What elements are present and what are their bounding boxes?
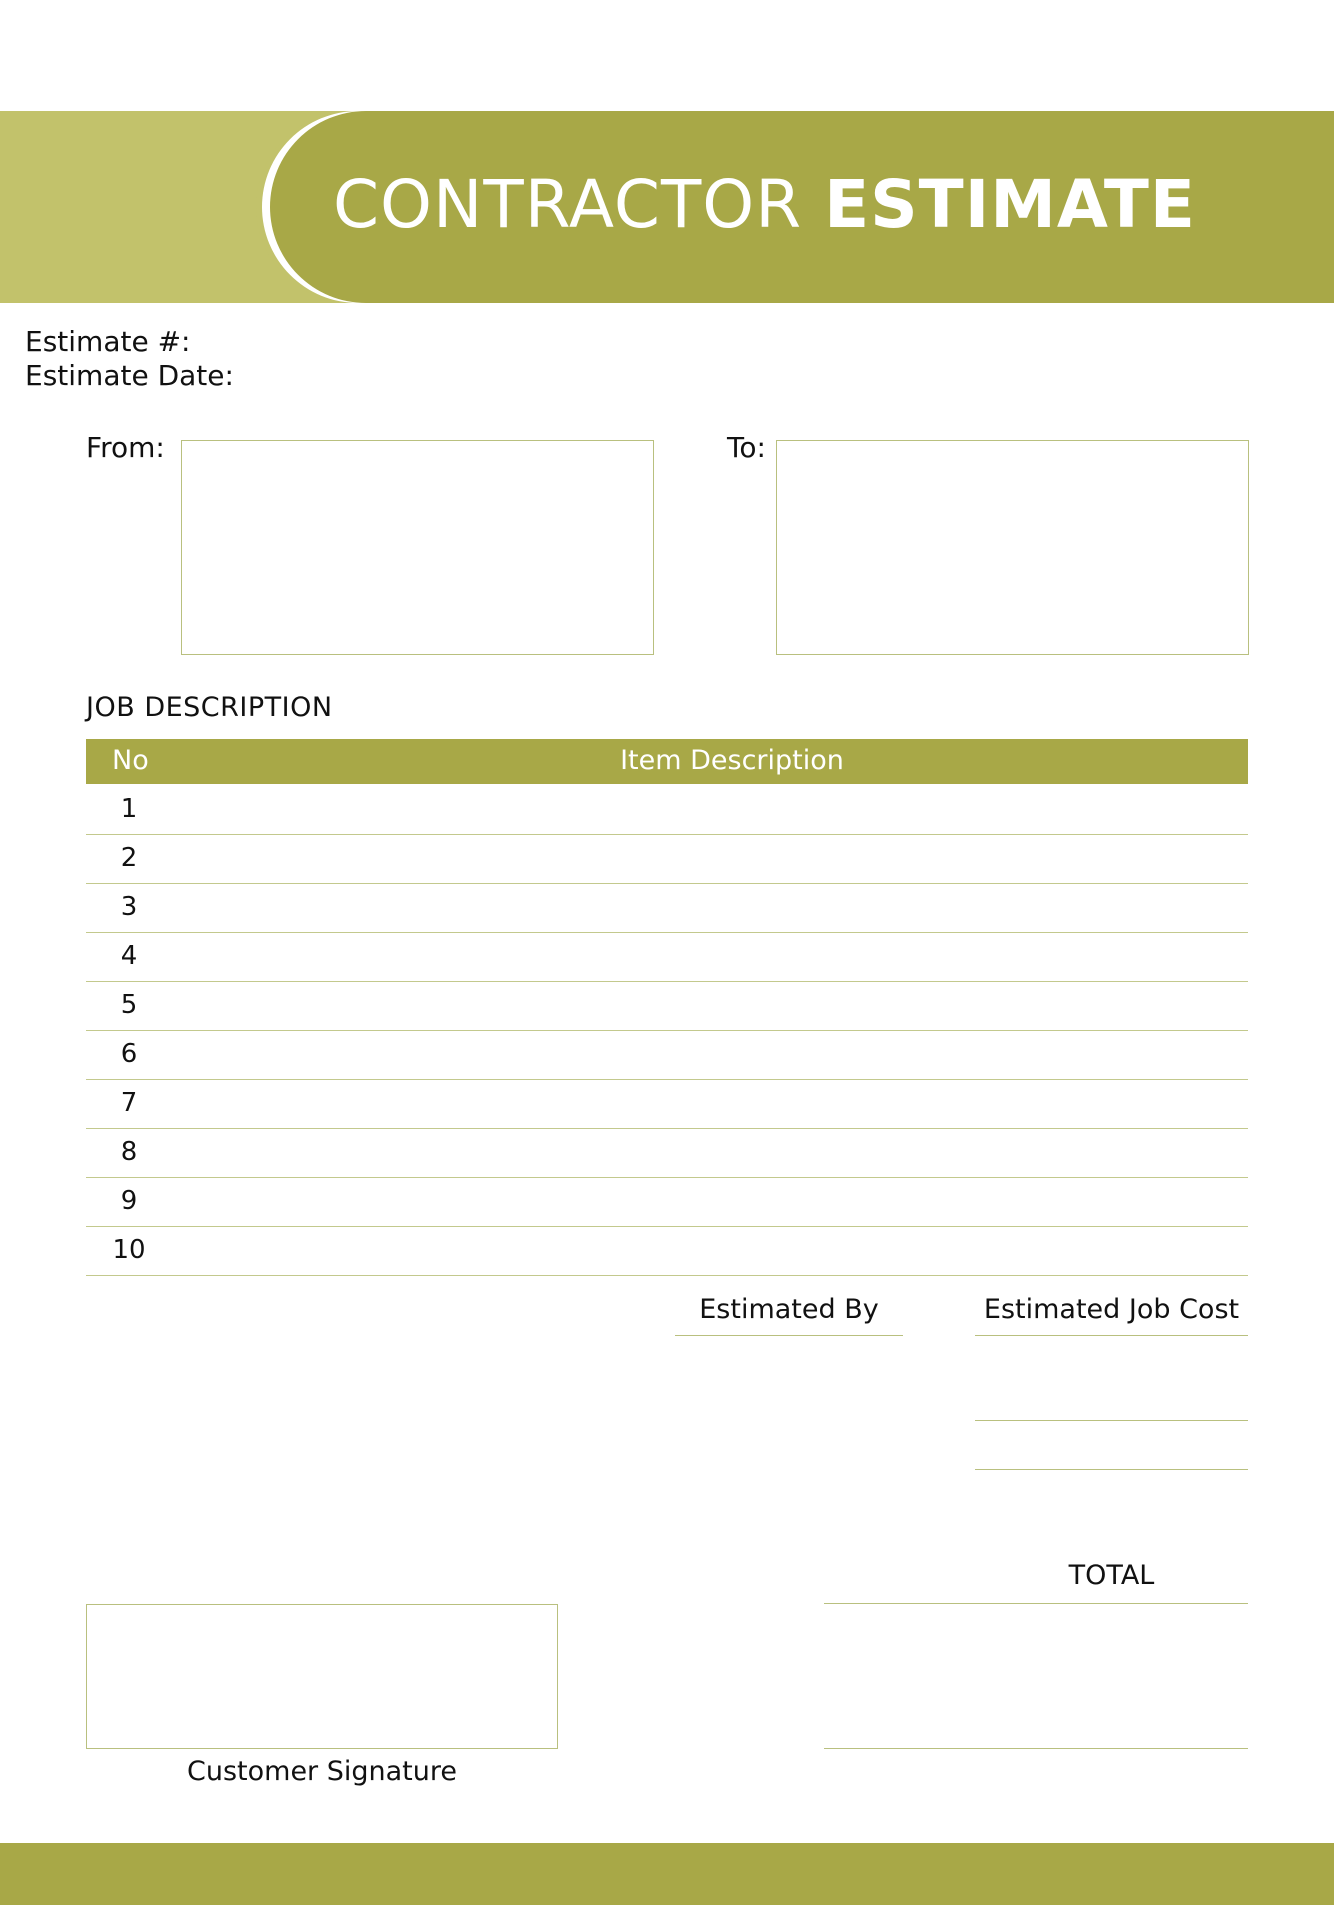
table-row[interactable] <box>86 883 1248 933</box>
to-box[interactable] <box>776 440 1249 655</box>
to-label: To: <box>727 431 766 464</box>
estimated-job-cost-line[interactable] <box>975 1335 1248 1336</box>
table-row[interactable] <box>86 1030 1248 1080</box>
customer-signature-label: Customer Signature <box>187 1756 457 1787</box>
row-number: 2 <box>120 843 138 873</box>
from-box[interactable] <box>181 440 654 655</box>
job-description-title: JOB DESCRIPTION <box>86 692 333 723</box>
from-label: From: <box>86 431 165 464</box>
estimate-number-label: Estimate #: <box>25 325 191 358</box>
estimated-by-label: Estimated By <box>699 1294 879 1325</box>
cost-line[interactable] <box>975 1420 1248 1421</box>
table-row[interactable] <box>86 1079 1248 1129</box>
row-number: 4 <box>120 941 138 971</box>
table-row[interactable] <box>86 1128 1248 1178</box>
estimated-job-cost-label: Estimated Job Cost <box>983 1294 1240 1325</box>
total-bottom-line[interactable] <box>824 1748 1248 1749</box>
row-number: 8 <box>120 1137 138 1167</box>
row-number: 7 <box>120 1088 138 1118</box>
customer-signature-box[interactable] <box>86 1604 558 1749</box>
total-line[interactable] <box>824 1603 1248 1604</box>
title-light: CONTRACTOR <box>332 166 803 243</box>
title-bold: ESTIMATE <box>824 166 1196 243</box>
cost-line[interactable] <box>975 1469 1248 1470</box>
table-row[interactable] <box>86 932 1248 982</box>
column-header-item-description: Item Description <box>620 745 844 776</box>
row-number: 5 <box>120 990 138 1020</box>
row-number: 3 <box>120 892 138 922</box>
footer-band <box>0 1843 1334 1905</box>
estimate-date-label: Estimate Date: <box>25 359 234 392</box>
row-number: 1 <box>120 794 138 824</box>
table-row[interactable] <box>86 981 1248 1031</box>
table-row[interactable] <box>86 785 1248 835</box>
table-row[interactable] <box>86 834 1248 884</box>
table-header <box>86 739 1248 784</box>
document-title <box>333 165 1196 245</box>
row-number: 9 <box>120 1186 138 1216</box>
estimated-by-line[interactable] <box>675 1335 903 1336</box>
table-row[interactable] <box>86 1226 1248 1276</box>
row-number: 10 <box>112 1235 146 1265</box>
total-label: TOTAL <box>1068 1560 1155 1591</box>
column-header-no: No <box>112 745 149 776</box>
row-number: 6 <box>120 1039 138 1069</box>
table-row[interactable] <box>86 1177 1248 1227</box>
